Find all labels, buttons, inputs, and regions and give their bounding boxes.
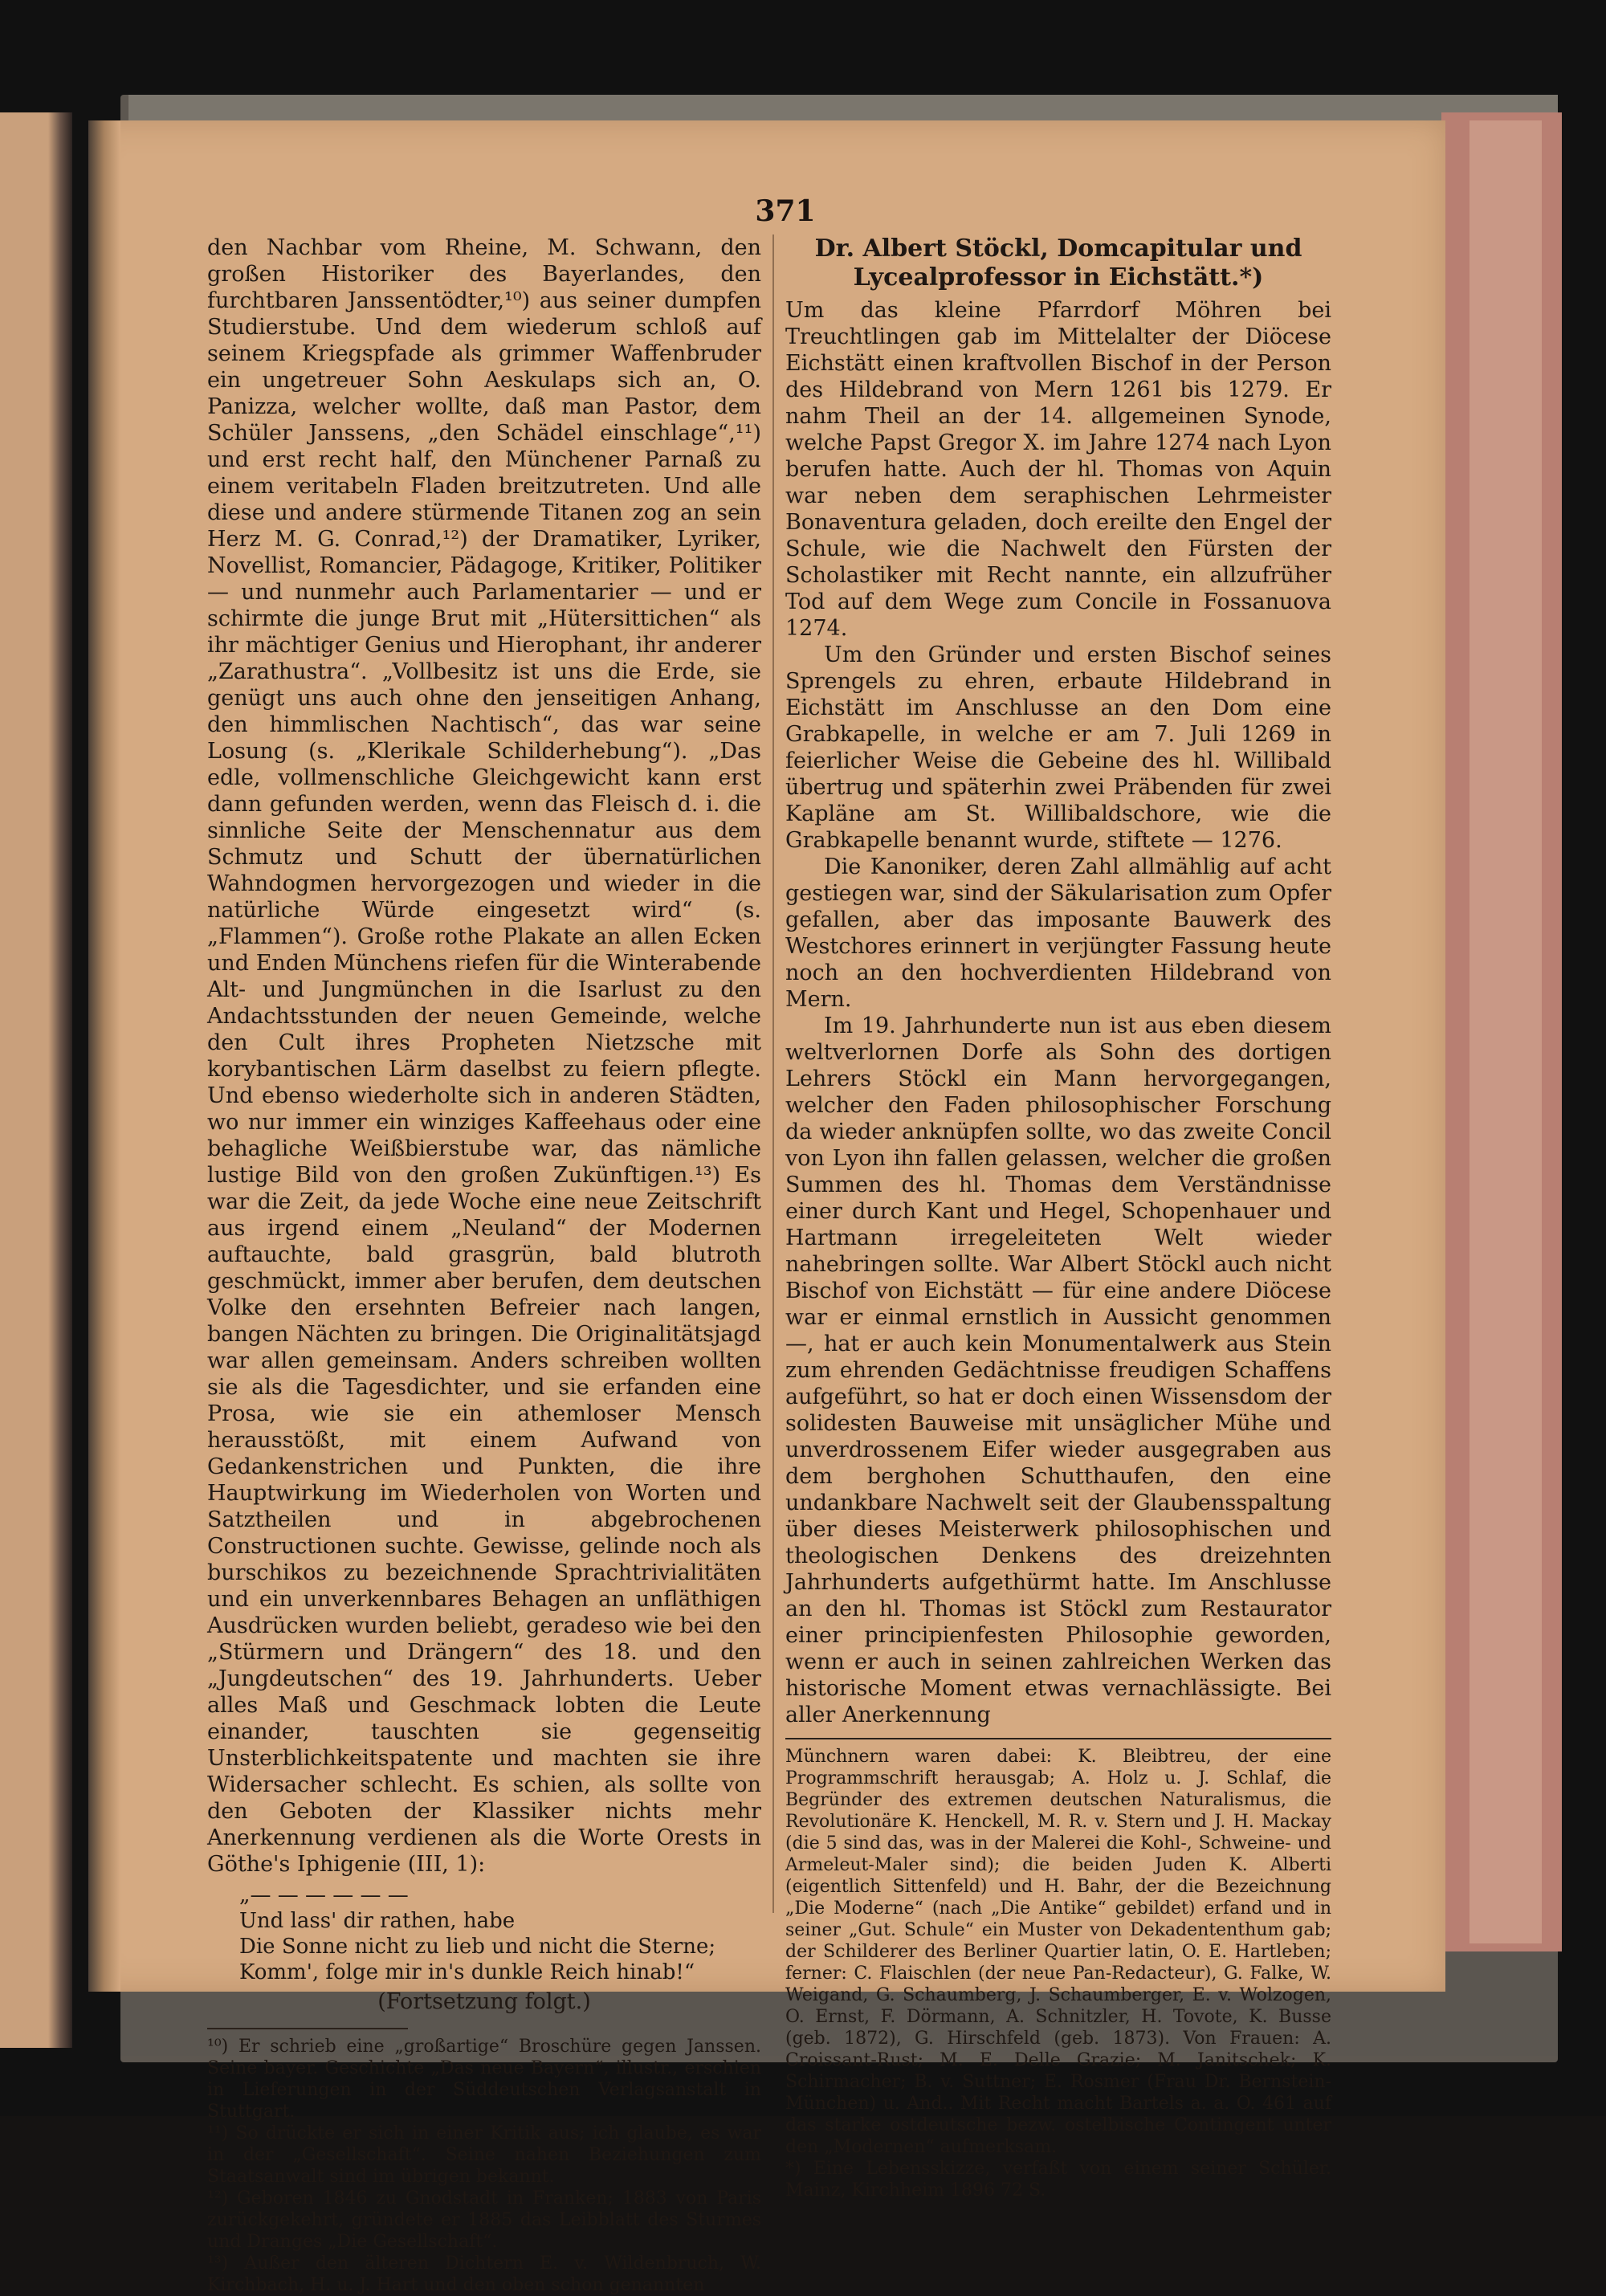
footnote-continued: Münchnern waren dabei: K. Bleibtreu, der eine Programmschrift herausgab; A. Holz u. J. Schlaf, die Begründer des extremen deutschen Naturalismus, die Revolutionäre K. Henckell, M. R. v. Stern und J. H. Mackay (die 5 sind das, was in der Malerei die Kohl-, Schweine- und Armeleut-Maler sind); die beiden Juden K. Alberti (eigentlich Sittenfeld) und H. Bahr, der die Bezeichnung „Die Moderne“ (nach „Die Antike“ gebildet) erfand und in seiner „Gut. Schule“ ein Muster von Dekadententhum gab; der Schilderer des Berliner Quartier latin, O. E. Hartleben; ferner: C. Flaischlen (der neue Pan-Redacteur), G. Falke, W. Weigand, G. Schaumberg, J. Schaumberger, E. v. Wolzogen, O. Ernst, F. Dörmann, A. Schnitzler, H. Tovote, K. Busse (geb. 1872), G. Hirschfeld (geb. 1873). Von Frauen: A. Croissant-Rust; M. E. Delle Grazie; M. Janitschek; K. Schirmacher; B. v. Suttner; E. Rosmer (Frau Dr. Bernstein-München) u. And.. Mit Recht macht Bartels a. a. O. 461 auf das starke ostdeutsche bezw. ostelbische Contingent unter den „Modernen“ aufmerksam. [785, 1747, 1331, 2157]
right-paragraph-4: Im 19. Jahrhunderte nun ist aus eben diesem weltverlornen Dorfe als Sohn des dortigen Lehrers Stöckl ein Mann hervorgegangen, welcher den Faden philosophischer Forschung da wieder anknüpfen sollte, wo das zweite Concil von Lyon ihn fallen gelassen, welcher die großen Summen des hl. Thomas dem Verständnisse einer durch Kant und Hegel, Schopenhauer und Hartmann irregeleiteten Welt wieder nahebringen sollte. War Albert Stöckl auch nicht Bischof von Eichstätt — für eine andere Diöcese war er einmal ernstlich in Aussicht genommen —, hat er auch kein Monumentalwerk aus Stein zum ehrenden Gedächtnisse freudigen Schaffens aufgeführt, so hat er doch einen Wissensdom der solidesten Bauweise mit unsäglicher Mühe und unverdrossenem Eifer wieder ausgegraben aus dem berghohen Schutthaufen, den eine undankbare Nachwelt seit der Glaubensspaltung über dieses Meisterwerk philosophischen und theologischen Denkens des dreizehnten Jahrhunderts aufgethürmt hatte. Im Anschlusse an den hl. Thomas ist Stöckl zum Restaurator einer principienfesten Philosophie geworden, wenn er auch in seinen zahlreichen Werken das historische Moment etwas vernachlässigte. Bei aller Anerkennung [785, 1013, 1331, 1727]
quote-line: Die Sonne nicht zu lieb und nicht die Sterne; [239, 1935, 716, 1959]
footnote-13: ¹³) Außer den älteren Dichtern E. v. Wildenbruch, W. Kirchbach, H. u. J. Hart und den oben schon genannten [207, 2253, 761, 2295]
quote-line: Komm', folge mir in's dunkle Reich hinab!“ [239, 1960, 695, 1984]
footnote-12: ¹²) Geboren 1846 zu Gnodstadt in Franken; 1883 von Paris zurückgekehrt, gründete er 1885 das Leibblatt des Sturmes und Dranges „Die Gesellschaft“. [207, 2188, 761, 2252]
footnote-11: ¹¹) So drückte er sich in einer Kritik aus; ich glaube, es war in der „Gesellschaft“. Seine nahen Beziehungen zum Staatsanwalt sind im übrigen bekannt. [207, 2123, 761, 2187]
right-paragraph-3: Die Kanoniker, deren Zahl allmählig auf acht gestiegen war, sind der Säkularisation zum Opfer gefallen, aber das imposante Bauwerk des Westchores erinnert in verjüngter Fassung heute noch an den hochverdienten Hildebrand von Mern. [785, 854, 1331, 1012]
right-paragraph-2: Um den Gründer und ersten Bischof seines Sprengels zu ehren, erbaute Hildebrand in Eichstätt im Anschlusse an den Dom eine Grabkapelle, in welche er am 7. Juli 1269 in feierlicher Weise die Gebeine des hl. Willibald übertrug und späterhin zwei Präbenden für zwei Kapläne am St. Willibaldschore, wie die Grabkapelle benannt wurde, stiftete — 1276. [785, 642, 1331, 853]
left-column [207, 234, 761, 2296]
goethe-quote [239, 1882, 761, 1985]
article-heading: Dr. Albert Stöckl, Domcapitular und Lycealprofessor in Eichstätt.*) [814, 234, 1302, 292]
right-paragraph-1: Um das kleine Pfarrdorf Möhren bei Treuchtlingen gab im Mittelalter der Diöcese Eichstätt einen kraftvollen Bischof in der Person des Hildebrand von Mern 1261 bis 1279. Er nahm Theil an der 14. allgemeinen Synode, welche Papst Gregor X. im Jahre 1274 nach Lyon berufen hatte. Auch der hl. Thomas von Aquin war neben dem seraphischen Lehrmeister Bonaventura geladen, doch ereilte den Engel der Schule, wie die Nachwelt den Fürsten der Scholastiker mit Recht nannte, ein allzufrüher Tod auf dem Wege zum Concile in Fossanuova 1274. [785, 298, 1331, 641]
page-number: 371 [755, 194, 816, 228]
column-divider [772, 234, 774, 1913]
quote-line: Und lass' dir rathen, habe [239, 1909, 516, 1933]
continuation-note: (Fortsetzung folgt.) [377, 1989, 591, 2014]
page-gutter [88, 120, 120, 1992]
footnote-10: ¹⁰) Er schrieb eine „großartige“ Broschüre gegen Janssen. Seine bayer. Geschichte „Das neue Bayern“, illustr., erschien in Lieferungen in der Süddeutschen Verlagsanstalt in Stuttgart. [207, 2037, 761, 2122]
footnote-star: *) Eine Lebensskizze, verfaßt von einem seiner Schüler. Mainz, Kirchheim 1896 72 S. [785, 2159, 1331, 2200]
quote-line: „— — — — — — [239, 1883, 409, 1907]
footnote-rule-right [785, 1738, 1331, 1739]
cover-right-highlight [1469, 120, 1542, 1943]
right-column [785, 234, 1331, 2201]
book-gutter-shadow [48, 112, 72, 2048]
footnote-rule [207, 2028, 408, 2029]
left-paragraph: den Nachbar vom Rheine, M. Schwann, den großen Historiker des Bayerlandes, den furchtbaren Janssentödter,¹⁰) aus seiner dumpfen Studierstube. Und dem wiederum schloß auf seinem Kriegspfade als grimmer Waffenbruder ein ungetreuer Sohn Aeskulaps sich an, O. Panizza, welcher wollte, daß man Pastor, dem Schüler Janssens, „den Schädel einschlage“,¹¹) und erst recht half, den Münchener Parnaß zu einem veritabeln Fladen breitzutreten. Und alle diese und andere stürmende Titanen zog an sein Herz M. G. Conrad,¹²) der Dramatiker, Lyriker, Novellist, Romancier, Pädagoge, Kritiker, Politiker — und nunmehr auch Parlamentarier — und er schirmte die junge Brut mit „Hütersittichen“ als ihr mächtiger Genius und Hierophant, ihr anderer „Zarathustra“. „Vollbesitz ist uns die Erde, sie genügt uns auch ohne den jenseitigen Anhang, den himmlischen Nachtisch“, das war seine Losung (s. „Klerikale Schilderhebung“). „Das edle, vollmenschliche Gleichgewicht kann erst dann gefunden werden, wenn das Fleisch d. i. die sinnliche Seite der Menschennatur aus dem Schmutz und Schutt der übernatürlichen Wahndogmen hervorgezogen und wieder in die natürliche Würde eingesetzt wird“ (s. „Flammen“). Große rothe Plakate an allen Ecken und Enden Münchens riefen für die Winterabende Alt- und Jungmünchen in die Isarlust zu den Andachtsstunden der neuen Gemeinde, welche den Cult ihres Propheten Nietzsche mit korybantischen Lärm daselbst zu feiern pflegte. Und ebenso wiederholte sich in anderen Städten, wo nur immer ein winziges Kaffeehaus oder eine behagliche Weißbierstube war, das nämliche lustige Bild von den großen Zukünftigen.¹³) Es war die Zeit, da jede Woche eine neue Zeitschrift aus irgend einem „Neuland“ der Modernen auftauchte, bald grasgrün, bald blutroth geschmückt, immer aber berufen, dem deutschen Volke den ersehnten Befreier nach langen, bangen Nächten zu bringen. Die Originalitätsjagd war allen gemeinsam. Anders schreiben wollten sie als die Tagesdichter, und sie erfanden eine Prosa, wie sie ein athemloser Mensch herausstößt, mit einem Aufwand von Gedankenstrichen und Punkten, die ihre Hauptwirkung im Wiederholen von Worten und Satztheilen und in abgebrochenen Constructionen suchte. Gewisse, gelinde noch als burschikos zu bezeichnende Sprachtrivialitäten und ein unverkennbares Behagen an unfläthigen Ausdrücken wurden beliebt, geradeso wie bei den „Stürmern und Drängern“ des 18. und den „Jungdeutschen“ des 19. Jahrhunderts. Ueber alles Maß und Geschmack lobten die Leute einander, tauschten sie gegenseitig Unsterblichkeitspatente und machten sie ihre Widersacher schlecht. Es schien, als sollte von den Geboten der Klassiker nichts mehr Anerkennung verdienen als die Worte Orests in Göthe's Iphigenie (III, 1): [207, 235, 761, 1877]
